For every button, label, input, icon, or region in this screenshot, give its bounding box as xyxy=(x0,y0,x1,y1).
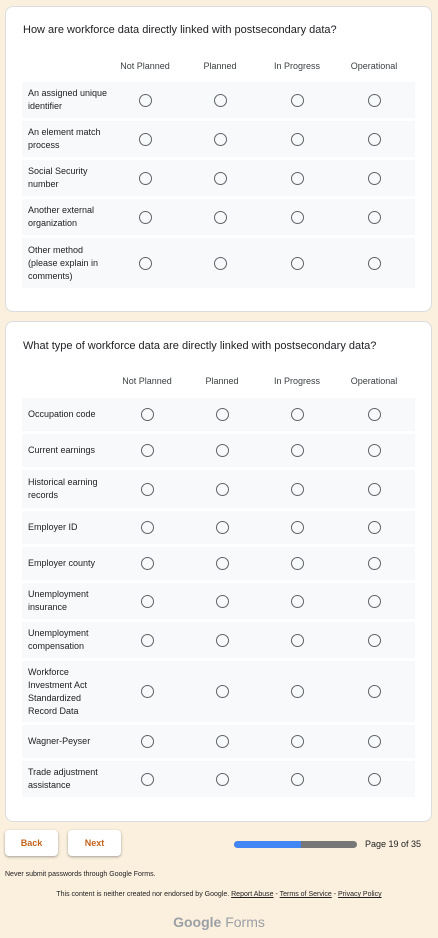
column-header: Operational xyxy=(350,376,398,386)
column-header: In Progress xyxy=(273,376,321,386)
grid-row xyxy=(22,661,415,722)
grid-row xyxy=(22,583,415,619)
grid-row xyxy=(22,398,415,431)
grid-row xyxy=(22,725,415,758)
row-label: Occupation code xyxy=(28,409,96,419)
radio-unchecked-icon[interactable] xyxy=(216,595,229,608)
row-label: Workforce Investment Act Standardized Record Data xyxy=(28,667,88,716)
next-button[interactable]: Next xyxy=(68,830,121,856)
radio-unchecked-icon[interactable] xyxy=(141,595,154,608)
row-label: Another external organization xyxy=(28,205,95,228)
radio-unchecked-icon[interactable] xyxy=(291,172,304,185)
radio-unchecked-icon[interactable] xyxy=(291,94,304,107)
radio-unchecked-icon[interactable] xyxy=(368,773,381,786)
radio-unchecked-icon[interactable] xyxy=(216,685,229,698)
radio-unchecked-icon[interactable] xyxy=(368,444,381,457)
grid-row xyxy=(22,470,415,508)
link-separator: - xyxy=(273,891,280,898)
radio-unchecked-icon[interactable] xyxy=(291,735,304,748)
radio-unchecked-icon[interactable] xyxy=(368,257,381,270)
grid-row xyxy=(22,82,415,118)
radio-unchecked-icon[interactable] xyxy=(291,773,304,786)
radio-unchecked-icon[interactable] xyxy=(291,557,304,570)
grid-row xyxy=(22,238,415,288)
radio-unchecked-icon[interactable] xyxy=(141,557,154,570)
radio-unchecked-icon[interactable] xyxy=(368,557,381,570)
radio-unchecked-icon[interactable] xyxy=(368,483,381,496)
radio-unchecked-icon[interactable] xyxy=(216,521,229,534)
column-header: Not Planned xyxy=(120,61,170,71)
privacy-policy-link[interactable]: Privacy Policy xyxy=(338,891,382,898)
logo-forms-word: Forms xyxy=(225,914,265,930)
row-label: An assigned unique identifier xyxy=(28,88,108,111)
radio-unchecked-icon[interactable] xyxy=(368,685,381,698)
radio-unchecked-icon[interactable] xyxy=(368,595,381,608)
password-warning: Never submit passwords through Google Forms. xyxy=(5,871,156,878)
grid-row xyxy=(22,622,415,658)
radio-unchecked-icon[interactable] xyxy=(368,408,381,421)
row-label: Other method (please explain in comments) xyxy=(28,245,99,281)
row-label: Employer county xyxy=(28,558,96,568)
row-label: Employer ID xyxy=(28,522,78,532)
question-title: What type of workforce data are directly linked with postsecondary data? xyxy=(23,340,377,352)
radio-unchecked-icon[interactable] xyxy=(214,172,227,185)
radio-unchecked-icon[interactable] xyxy=(368,94,381,107)
row-label: Current earnings xyxy=(28,445,96,455)
radio-unchecked-icon[interactable] xyxy=(368,634,381,647)
radio-unchecked-icon[interactable] xyxy=(214,257,227,270)
grid-row xyxy=(22,434,415,467)
radio-unchecked-icon[interactable] xyxy=(291,521,304,534)
column-header: Planned xyxy=(205,376,239,386)
radio-unchecked-icon[interactable] xyxy=(368,133,381,146)
radio-unchecked-icon[interactable] xyxy=(139,172,152,185)
radio-unchecked-icon[interactable] xyxy=(141,634,154,647)
row-label: Unemployment insurance xyxy=(28,589,89,612)
radio-unchecked-icon[interactable] xyxy=(216,444,229,457)
google-forms-logo[interactable] xyxy=(0,914,438,930)
row-label: Social Security number xyxy=(28,166,88,189)
question-card-linkage-method xyxy=(5,6,432,312)
radio-unchecked-icon[interactable] xyxy=(216,634,229,647)
radio-unchecked-icon[interactable] xyxy=(368,735,381,748)
radio-unchecked-icon[interactable] xyxy=(141,444,154,457)
row-label: Unemployment compensation xyxy=(28,628,89,651)
page-counter: Page 19 of 35 xyxy=(365,839,422,849)
radio-unchecked-icon[interactable] xyxy=(291,257,304,270)
question-title: How are workforce data directly linked with postsecondary data? xyxy=(23,24,337,36)
radio-unchecked-icon[interactable] xyxy=(368,172,381,185)
back-button[interactable]: Back xyxy=(5,830,58,856)
radio-unchecked-icon[interactable] xyxy=(291,133,304,146)
grid-row xyxy=(22,511,415,544)
radio-unchecked-icon[interactable] xyxy=(216,408,229,421)
radio-unchecked-icon[interactable] xyxy=(214,211,227,224)
column-header: In Progress xyxy=(273,61,321,71)
column-header: Operational xyxy=(350,61,398,71)
radio-unchecked-icon[interactable] xyxy=(291,685,304,698)
grid-row xyxy=(22,160,415,196)
progress-bar xyxy=(234,841,357,848)
grid-row xyxy=(22,199,415,235)
column-header: Not Planned xyxy=(122,376,172,386)
radio-unchecked-icon[interactable] xyxy=(291,483,304,496)
grid-row xyxy=(22,121,415,157)
radio-unchecked-icon[interactable] xyxy=(139,211,152,224)
radio-unchecked-icon[interactable] xyxy=(291,211,304,224)
disclaimer xyxy=(0,891,438,898)
radio-unchecked-icon[interactable] xyxy=(139,94,152,107)
radio-unchecked-icon[interactable] xyxy=(216,735,229,748)
row-label: Trade adjustment assistance xyxy=(28,767,98,790)
logo-google-word: Google xyxy=(173,914,222,930)
link-separator: - xyxy=(331,891,339,898)
radio-unchecked-icon[interactable] xyxy=(291,408,304,421)
radio-unchecked-icon[interactable] xyxy=(141,408,154,421)
radio-unchecked-icon[interactable] xyxy=(216,557,229,570)
radio-unchecked-icon[interactable] xyxy=(141,773,154,786)
radio-unchecked-icon[interactable] xyxy=(291,444,304,457)
question-card-workforce-data-type xyxy=(5,321,432,822)
grid-row xyxy=(22,761,415,797)
disclaimer-text: This content is neither created nor endorsed by Google. xyxy=(56,891,230,898)
radio-unchecked-icon[interactable] xyxy=(214,133,227,146)
terms-of-service-link[interactable]: Terms of Service xyxy=(279,891,332,898)
radio-unchecked-icon[interactable] xyxy=(141,483,154,496)
report-abuse-link[interactable]: Report Abuse xyxy=(231,891,274,898)
column-header: Planned xyxy=(203,61,237,71)
radio-unchecked-icon[interactable] xyxy=(139,133,152,146)
progress-bar-fill xyxy=(234,841,301,848)
grid-row xyxy=(22,547,415,580)
radio-unchecked-icon[interactable] xyxy=(139,257,152,270)
radio-unchecked-icon[interactable] xyxy=(291,595,304,608)
row-label: An element match process xyxy=(28,127,101,150)
row-label: Wagner-Peyser xyxy=(28,736,91,746)
radio-unchecked-icon[interactable] xyxy=(141,735,154,748)
radio-unchecked-icon[interactable] xyxy=(216,483,229,496)
radio-unchecked-icon[interactable] xyxy=(216,773,229,786)
radio-unchecked-icon[interactable] xyxy=(368,211,381,224)
radio-unchecked-icon[interactable] xyxy=(214,94,227,107)
row-label: Historical earning records xyxy=(28,477,98,500)
radio-unchecked-icon[interactable] xyxy=(141,685,154,698)
radio-unchecked-icon[interactable] xyxy=(368,521,381,534)
radio-unchecked-icon[interactable] xyxy=(141,521,154,534)
radio-unchecked-icon[interactable] xyxy=(291,634,304,647)
